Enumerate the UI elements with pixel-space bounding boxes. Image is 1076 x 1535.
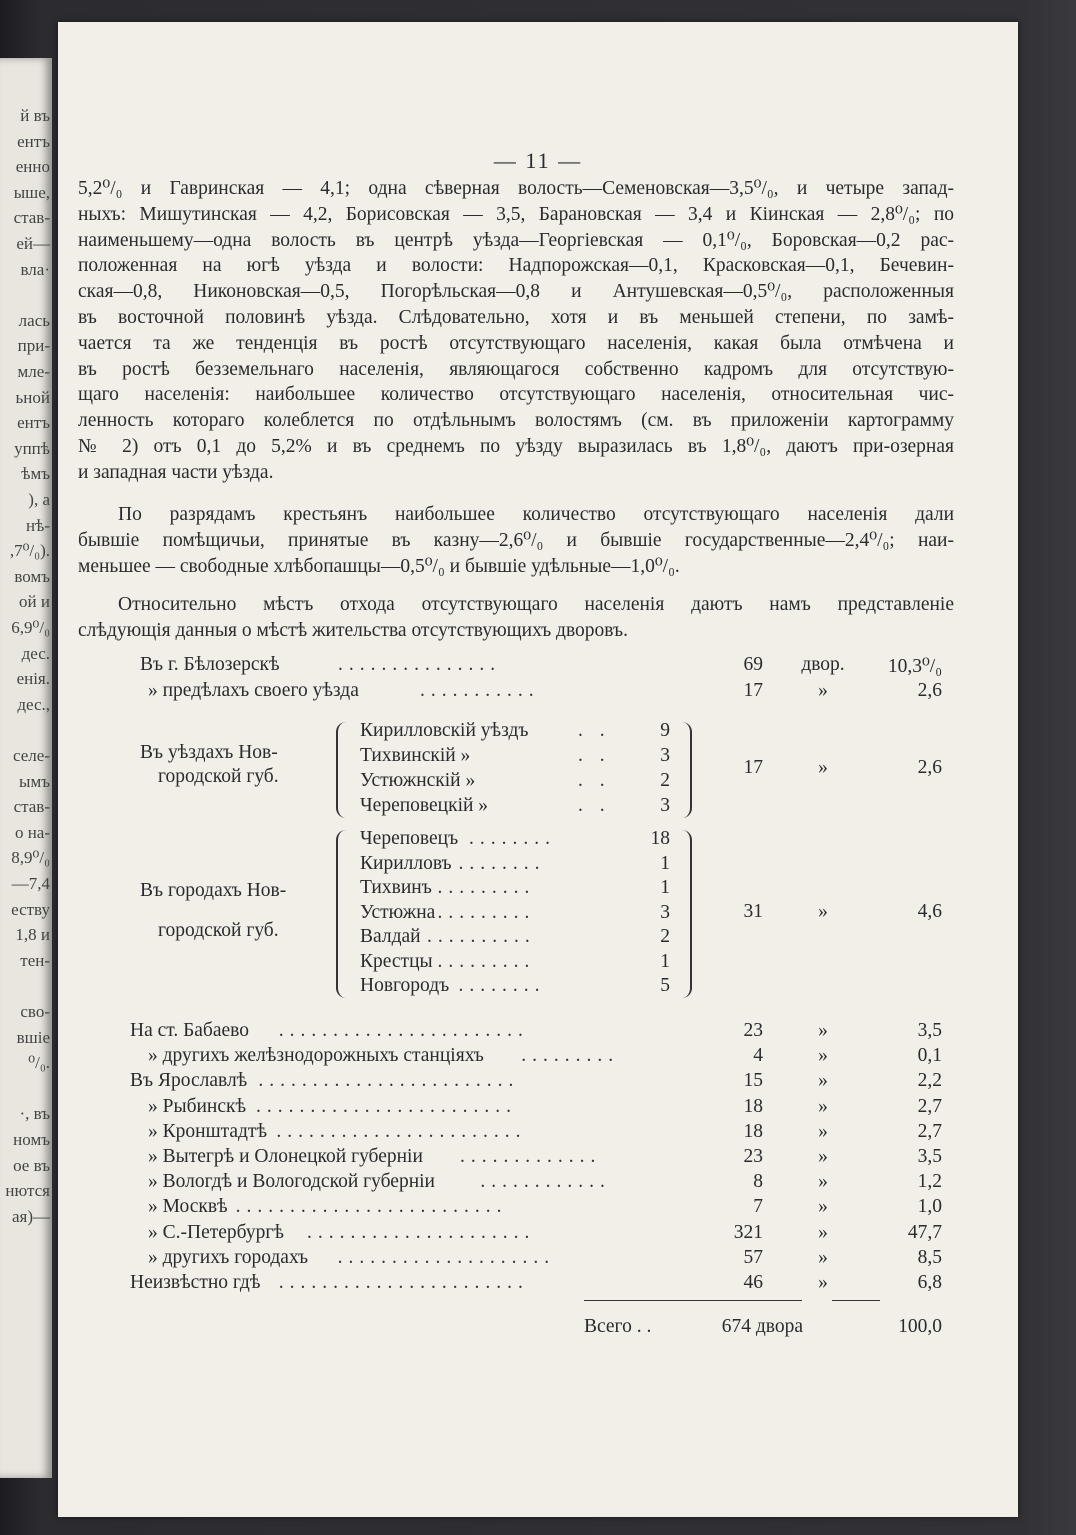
unit-label: » xyxy=(818,1171,828,1193)
paragraph-1 xyxy=(78,176,954,486)
left-page-line: енія. xyxy=(16,669,50,689)
left-page-fragment xyxy=(0,58,52,1478)
household-count: 57 xyxy=(743,1246,763,1268)
right-brace xyxy=(682,722,692,818)
leader-dots: ........ xyxy=(458,975,546,996)
left-page-line: ), а xyxy=(28,490,50,509)
group-label: Въ уѣздахъ Нов- xyxy=(140,742,278,763)
sub-row-name: Кирилловскій уѣздъ xyxy=(360,720,529,741)
percent-value: 47,7 xyxy=(907,1221,942,1243)
left-page-line: 8,9⁰/₀ xyxy=(11,848,50,868)
left-page-line: о на- xyxy=(14,822,50,842)
household-count: 18 xyxy=(743,1120,763,1142)
left-page-line: ентъ xyxy=(17,413,50,433)
table-row xyxy=(58,1222,1018,1248)
sub-row-name: Кирилловъ xyxy=(360,852,452,874)
unit-label: » xyxy=(818,1246,828,1268)
leader-dots: ......................... xyxy=(235,1196,508,1218)
percent-value: 1,0 xyxy=(917,1196,942,1218)
left-page-line: ое въ xyxy=(13,1155,50,1175)
text-line: 5,2⁰/₀ и Гавринская — 4,1; одна сѣверная волость—Семеновская—3,5⁰/₀, и четыре запад- xyxy=(78,178,954,199)
text-line: чается та же тенденція въ ростѣ отсутствующаго населенія, какая была отмѣчена и xyxy=(78,332,954,354)
left-page-line: став- xyxy=(13,797,50,817)
text-line: Относительно мѣстъ отхода отсутствующаго населенія даютъ намъ представленіе xyxy=(118,594,954,615)
row-label: На ст. Бабаево xyxy=(130,1020,249,1041)
leader-dots: .......... xyxy=(427,926,536,947)
unit-label: » xyxy=(818,1272,828,1293)
text-line: и западная части уѣзда. xyxy=(78,461,274,483)
percent-value: 3,5 xyxy=(917,1146,942,1167)
left-page-line: ⁰/₀. xyxy=(28,1053,50,1073)
table-row xyxy=(58,1247,1018,1273)
left-page-line: став- xyxy=(13,208,50,228)
row-label: Въ г. Бѣлозерскѣ xyxy=(140,654,280,675)
leader-dots: . . xyxy=(578,720,611,741)
group-label: Въ городахъ Нов- xyxy=(140,880,287,901)
sub-row-value: 9 xyxy=(660,720,670,741)
unit-label: » xyxy=(818,1045,828,1067)
left-page-line: дес., xyxy=(17,694,50,714)
leader-dots: . . xyxy=(578,795,611,816)
left-page-line: селе- xyxy=(13,746,50,765)
household-count: 46 xyxy=(743,1272,763,1293)
percent-value: 6,8 xyxy=(917,1272,942,1293)
household-count: 7 xyxy=(753,1196,763,1218)
total-households: 674 двора xyxy=(721,1316,803,1337)
left-page-line: ей— xyxy=(16,234,50,253)
left-page-line: нются xyxy=(5,1181,50,1201)
leader-dots: ............... xyxy=(338,654,502,675)
sub-row-name: Тихвинъ xyxy=(360,877,432,898)
leader-dots: ......... xyxy=(521,1045,620,1067)
text-line: въ ростѣ безземельнаго населенія, являющагося собственно кадромъ для отсутствую- xyxy=(78,358,954,380)
sub-row-value: 2 xyxy=(660,770,670,791)
group-label: городской губ. xyxy=(158,920,279,941)
table-row xyxy=(58,1096,1018,1122)
household-count: 17 xyxy=(743,680,763,701)
left-page-line: вомъ xyxy=(14,566,50,586)
percent-value: 2,6 xyxy=(917,680,942,701)
row-label: » Москвѣ xyxy=(148,1196,228,1218)
leader-dots: ........................ xyxy=(256,1095,517,1117)
unit-label: » xyxy=(818,1020,828,1041)
paragraph-3 xyxy=(78,592,954,644)
leader-dots: ........ xyxy=(458,852,546,874)
left-page-line: сво- xyxy=(20,1002,50,1021)
unit-label: » xyxy=(818,1120,828,1142)
percent-value: 1,2 xyxy=(917,1171,942,1193)
paragraph-2 xyxy=(78,502,954,579)
left-page-line: ой и xyxy=(19,592,50,612)
leader-dots: .................... xyxy=(337,1246,556,1268)
document-page xyxy=(58,22,1018,1517)
left-page-line: еству xyxy=(11,899,50,919)
left-page-line: ая)— xyxy=(11,1206,50,1226)
sub-row-value: 18 xyxy=(650,828,670,849)
left-page-line: уппѣ xyxy=(14,438,50,458)
household-count: 321 xyxy=(733,1221,763,1243)
household-count: 17 xyxy=(743,757,763,778)
text-line: ская—0,8, Никоновская—0,5, Погорѣльская—0,8 и Антушевская—0,5⁰/₀, расположенныя xyxy=(78,281,954,303)
sub-row-value: 1 xyxy=(660,950,670,972)
sub-row-name: Крестцы xyxy=(360,950,433,972)
leader-dots: ............ xyxy=(480,1171,611,1193)
leader-dots: ........................ xyxy=(258,1070,520,1092)
page-number: — 11 — xyxy=(493,148,583,173)
percent-value: 2,7 xyxy=(917,1120,942,1142)
left-page-line: енно xyxy=(15,157,50,177)
leader-dots: ........... xyxy=(420,680,540,701)
percent-value: 2,2 xyxy=(917,1070,942,1092)
percent-value: 3,5 xyxy=(917,1020,942,1041)
leader-dots: ......... xyxy=(437,877,536,898)
sub-row-name: Череповецкій » xyxy=(360,795,489,816)
sub-row-value: 1 xyxy=(660,877,670,898)
left-page-line: дес. xyxy=(21,643,50,663)
sub-row-name: Валдай xyxy=(360,926,421,947)
left-page-line: тен- xyxy=(20,950,50,970)
text-line: ленность котораго колеблется по отдѣльнымъ волостямъ (см. въ приложеніи картограмму xyxy=(78,410,954,432)
unit-label: » xyxy=(818,680,828,701)
left-page-line: нѣ- xyxy=(26,515,50,535)
table-row xyxy=(58,1272,1018,1298)
sub-row-name: Тихвинскій » xyxy=(360,745,471,766)
total-rule xyxy=(832,1300,880,1301)
leader-dots: . . xyxy=(578,745,611,766)
table-row xyxy=(58,1171,1018,1197)
percent-value: 0,1 xyxy=(917,1045,942,1067)
leader-dots: ........ xyxy=(469,828,556,849)
sub-row-name: Новгородъ xyxy=(360,975,450,996)
leader-dots: ..................... xyxy=(307,1221,536,1243)
left-page-line: мле- xyxy=(17,362,50,381)
leader-dots: ....................... xyxy=(278,1020,529,1041)
percent-value: 2,7 xyxy=(917,1095,942,1117)
right-brace xyxy=(682,830,692,998)
row-label: » Кронштадтѣ xyxy=(148,1120,268,1142)
table-row xyxy=(58,1070,1018,1096)
unit-label: » xyxy=(818,1146,828,1167)
unit-label: двор. xyxy=(801,654,845,675)
sub-row-value: 3 xyxy=(660,795,670,816)
left-page-line: ьной xyxy=(15,387,50,407)
text-line: № 2) отъ 0,1 до 5,2% и въ среднемъ по уѣзду выразилась въ 1,8⁰/₀, даютъ при-озерная xyxy=(78,435,954,457)
text-line: слѣдующія данныя о мѣстѣ жительства отсутствующихъ дворовъ. xyxy=(78,619,628,641)
left-page-line: 1,8 и xyxy=(15,925,50,945)
left-page-line: ѣмъ xyxy=(21,464,50,484)
total-percent: 100,0 xyxy=(898,1316,942,1337)
text-line: ныхъ: Мишутинская — 4,2, Борисовская — 3,5, Барановская — 3,4 и Кіинская — 2,8⁰/₀; по xyxy=(78,203,954,225)
household-count: 8 xyxy=(753,1171,763,1193)
text-line: наименьшему—одна волость въ центрѣ уѣзда—Георгіевская — 0,1⁰/₀, Боровская—0,2 рас- xyxy=(78,229,954,251)
row-label: » предѣлахъ своего уѣзда xyxy=(148,680,359,701)
row-label: » Рыбинскѣ xyxy=(148,1095,247,1117)
sub-row-value: 1 xyxy=(660,852,670,874)
left-page-line: ·, въ xyxy=(19,1104,50,1124)
text-line: По разрядамъ крестьянъ наибольшее количество отсутствующаго населенія дали xyxy=(118,504,954,525)
household-count: 23 xyxy=(743,1020,763,1041)
left-page-line: лась xyxy=(18,310,50,330)
household-count: 15 xyxy=(743,1070,763,1092)
row-label: Неизвѣстно гдѣ xyxy=(130,1272,261,1293)
unit-label: » xyxy=(818,1095,828,1117)
leader-dots: ....................... xyxy=(276,1120,527,1142)
leader-dots: . . xyxy=(578,770,611,791)
total-rule xyxy=(584,1300,802,1301)
table-row xyxy=(58,1196,1018,1222)
sub-row-name: Устюжна xyxy=(360,901,436,923)
left-page-line: ентъ xyxy=(17,131,50,151)
unit-label: » xyxy=(818,757,828,778)
row-label: » Вологдѣ и Вологодской губерніи xyxy=(148,1171,435,1193)
text-line: меньшее — свободные хлѣбопашцы—0,5⁰/₀ и бывшіе удѣльные—1,0⁰/₀. xyxy=(78,555,680,577)
row-label: » С.-Петербургѣ xyxy=(148,1221,284,1243)
text-line: щаго населенія: наибольшее количество отсутствующаго населенія, относительная чис- xyxy=(78,384,954,406)
left-page-line: вла· xyxy=(20,259,50,279)
row-label: » Вытегрѣ и Олонецкой губерніи xyxy=(148,1146,423,1167)
household-count: 69 xyxy=(743,654,763,675)
left-page-line: при- xyxy=(17,336,50,356)
group-label: городской губ. xyxy=(158,766,279,787)
leader-dots: ............. xyxy=(460,1146,602,1167)
table-row xyxy=(58,1146,1018,1172)
leader-dots: ....................... xyxy=(278,1272,529,1293)
percent-value: 8,5 xyxy=(917,1246,942,1268)
percent-value: 10,3⁰/₀ xyxy=(887,656,942,677)
row-label: Въ Ярославлѣ xyxy=(130,1070,248,1092)
left-page-line: вшіе xyxy=(16,1027,50,1047)
left-page-line: ,7⁰/₀). xyxy=(9,541,50,561)
household-count: 4 xyxy=(753,1045,763,1067)
left-brace xyxy=(336,722,346,818)
unit-label: » xyxy=(818,1196,828,1218)
total-label: Всего . . xyxy=(584,1316,652,1337)
table-row xyxy=(58,1045,1018,1071)
left-page-line: й въ xyxy=(20,106,50,125)
leader-dots: ......... xyxy=(437,950,536,972)
row-label: » другихъ желѣзнодорожныхъ станціяхъ xyxy=(148,1045,484,1067)
sub-row-value: 5 xyxy=(660,975,670,996)
household-count: 23 xyxy=(743,1146,763,1167)
table-row xyxy=(58,654,1018,680)
sub-row-name: Череповецъ xyxy=(360,828,459,849)
percent-value: 2,6 xyxy=(917,757,942,778)
sub-row-value: 3 xyxy=(660,901,670,923)
percent-value: 4,6 xyxy=(917,900,942,922)
text-line: положенная на югѣ уѣзда и волости: Надпорожская—0,1, Красковская—0,1, Бечевин- xyxy=(78,255,954,277)
sub-row-name: Устюжнскій » xyxy=(360,770,476,791)
unit-label: » xyxy=(818,1221,828,1243)
household-count: 18 xyxy=(743,1095,763,1117)
left-page-line: 6,9⁰/₀ xyxy=(11,618,50,637)
left-brace xyxy=(336,830,346,998)
unit-label: » xyxy=(818,1070,828,1092)
table-row xyxy=(58,1121,1018,1147)
sub-row-value: 3 xyxy=(660,745,670,766)
unit-label: » xyxy=(818,900,828,922)
left-page-line: ымъ xyxy=(19,771,50,791)
table-row xyxy=(58,680,1018,706)
leader-dots: ......... xyxy=(437,901,536,923)
text-line: бывшіе помѣщичьи, принятые въ казну—2,6⁰/₀ и бывшіе государственные—2,4⁰/₀; наи- xyxy=(78,529,954,551)
text-line: въ восточной половинѣ уѣзда. Слѣдовательно, хотя и въ меньшей степени, по замѣ- xyxy=(78,306,954,328)
row-label: » другихъ городахъ xyxy=(148,1246,309,1268)
household-count: 31 xyxy=(743,900,763,922)
left-page-line: ыше, xyxy=(13,182,50,202)
sub-row-value: 2 xyxy=(660,926,670,947)
left-page-line: —7,4 xyxy=(11,874,50,893)
table-row xyxy=(58,1020,1018,1046)
left-page-line: номъ xyxy=(13,1130,50,1149)
